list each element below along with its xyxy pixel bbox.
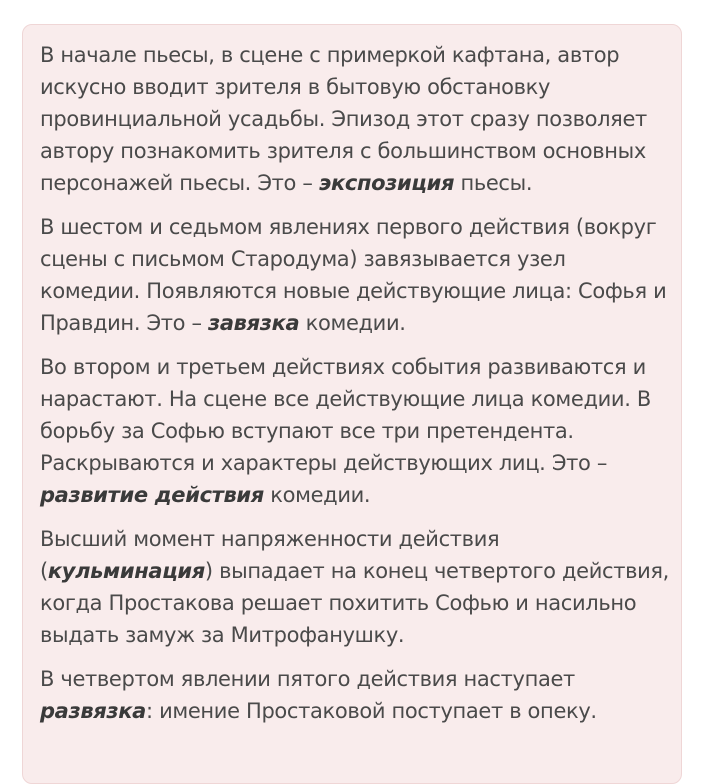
paragraph-exposition [40,39,671,199]
paragraph-text: комедии. [299,311,406,335]
term-development: развитие действия [40,483,264,507]
term-resolution: развязка [40,699,147,723]
term-exposition: экспозиция [318,171,455,195]
paragraph-text: комедии. [263,483,371,507]
term-plot: завязка [207,311,300,335]
paragraph-text: В начале пьесы, в сцене с примеркой кафтана, автор искусно вводит зрителя в бытовую обстановку провинциальной усадьбы. Эпизод этот сразу позволяет автору познакомить зрителя с большинством основных персонажей пьесы. Это – [40,43,647,195]
paragraph-text: пьесы. [454,171,533,195]
paragraph-text: Высший момент напряженности действия ( [40,527,500,583]
paragraph-text: В шестом и седьмом явлениях первого действия (вокруг сцены с письмом Стародума) завязывается узел комедии. Появляются новые действующие лица: Софья и Правдин. Это – [40,215,667,335]
paragraph-text: ) выпадает на конец четвертого действия, когда Простакова решает похитить Софью и насильно выдать замуж за Митрофанушку. [40,559,670,647]
answer-card [22,24,682,784]
paragraph-climax [40,523,671,651]
term-climax: кульминация [47,559,205,583]
paragraph-text: Во втором и третьем действиях события развиваются и нарастают. На сцене все действующие лица комедии. В борьбу за Софью вступают все три претендента. Раскрываются и характеры действующих лиц. Это – [40,355,651,475]
paragraph-text: : имение Простаковой поступает в опеку. [146,699,597,723]
paragraph-development [40,351,671,511]
paragraph-resolution [40,663,671,727]
paragraph-text: В четвертом явлении пятого действия наступает [40,667,575,691]
paragraph-plot [40,211,671,339]
